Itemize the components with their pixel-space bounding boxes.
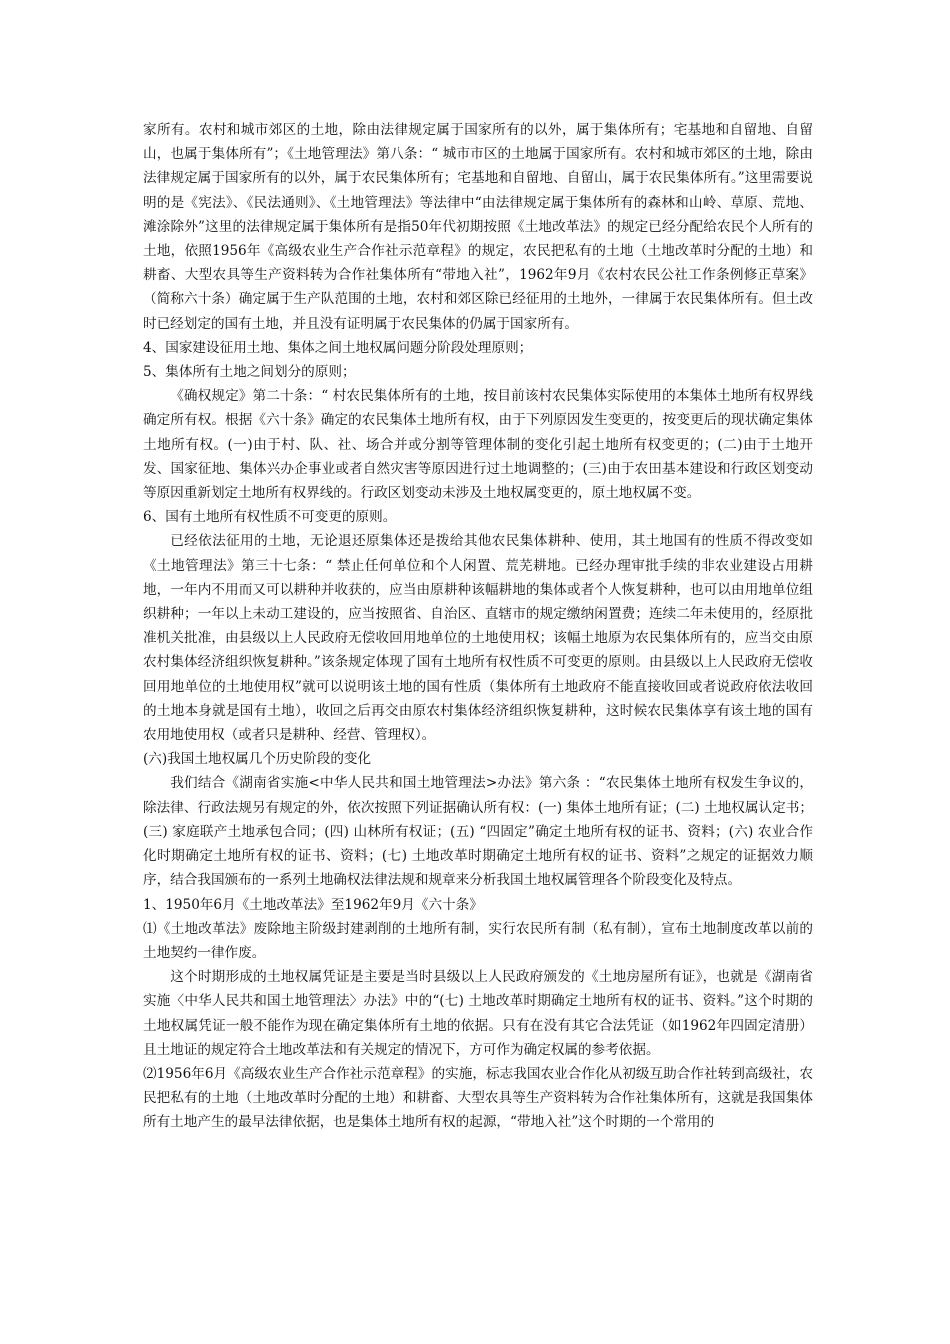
paragraph: 家所有。农村和城市郊区的土地，除由法律规定属于国家所有的以外，属于集体所有；宅基地和自留地、自留山，也属于集体所有”；《土地管理法》第八条：“ 城市市区的土地属于国家所有。农村和城市郊区的土地，除由法律规定属于国家所有的以外，属于农民集体所有；宅基地和自留地、自留山，属于农民集体所有。”这里需要说明的是《宪法》、《民法通则》、《土地管理法》等法律中“由法律规定属于集体所有的森林和山岭、草原、荒地、滩涂除外”这里的法律规定属于集体所有是指50年代初期按照《土地改革法》的规定已经分配给农民个人所有的土地，依照1956年《高级农业生产合作社示范章程》的规定，农民把私有的土地（土地改革时分配的土地）和耕畜、大型农具等生产资料转为合作社集体所有“带地入社”，1962年9月《农村农民公社工作条例修正草案》（简称六十条）确定属于生产队范围的土地，农村和郊区除已经征用的土地外，一律属于农民集体所有。但土改时已经划定的国有土地，并且没有证明属于农民集体的仍属于国家所有。	[143, 122, 813, 332]
paragraph: 这个时期形成的土地权属凭证是主要是当时县级以上人民政府颁发的《土地房屋所有证》，也就是《湖南省实施〈中华人民共和国土地管理法〉办法》中的“(七) 土地改革时期确定土地所有权的证书、资料。”这个时期的土地权属凭证一般不能作为现在确定集体所有土地的依据。只有在没有其它合法凭证（如1962年四固定清册）且土地证的规定符合土地改革法和有关规定的情况下，方可作为确定权属的参考依据。	[143, 969, 813, 1058]
list-item: 6、国有土地所有权性质不可变更的原则。	[143, 509, 397, 526]
paragraph: 已经依法征用的土地，无论退还原集体还是拨给其他农民集体耕种、使用，其土地国有的性质不得改变如《土地管理法》第三十七条：“ 禁止任何单位和个人闲置、荒芜耕地。已经办理审批手续的非农业建设占用耕地，一年内不用而又可以耕种并收获的，应当由原耕种该幅耕地的集体或者个人恢复耕种，也可以由用地单位组织耕种；一年以上未动工建设的，应当按照省、自治区、直辖市的规定缴纳闲置费；连续二年未使用的，经原批准机关批准，由县级以上人民政府无偿收回用地单位的土地使用权；该幅土地原为农民集体所有的，应当交由原农村集体经济组织恢复耕种。”该条规定体现了国有土地所有权性质不可变更的原则。由县级以上人民政府无偿收回用地单位的土地使用权”就可以说明该土地的国有性质（集体所有土地政府不能直接收回或者说政府依法收回的土地本身就是国有土地），收回之后再交由原农村集体经济组织恢复耕种，这时候农民集体享有该土地的国有农用地使用权（或者只是耕种、经营、管理权）。	[143, 533, 813, 744]
paragraph: ⑴《土地改革法》废除地主阶级封建剥削的土地所有制，实行农民所有制（私有制），宣布土地制度改革以前的土地契约一律作废。	[143, 920, 813, 961]
list-item: 4、国家建设征用土地、集体之间土地权属问题分阶段处理原则；	[143, 339, 533, 356]
paragraph: 《确权规定》第二十条：“ 村农民集体所有的土地，按目前该村农民集体实际使用的本集体土地所有权界线确定所有权。根据《六十条》确定的农民集体土地所有权，由于下列原因发生变更的，按变更后的现状确定集体土地所有权。(一)由于村、队、社、场合并或分割等管理体制的变化引起土地所有权变更的；(二)由于土地开发、国家征地、集体兴办企事业或者自然灾害等原因进行过土地调整的；(三)由于农田基本建设和行政区划变动等原因重新划定土地所有权界线的。行政区划变动未涉及土地权属变更的，原土地权属不变。	[143, 388, 813, 502]
list-item: 1、1950年6月《土地改革法》至1962年9月《六十条》	[143, 896, 483, 913]
paragraph: 我们结合《湖南省实施<中华人民共和国土地管理法>办法》第六条 ：“农民集体土地所有权发生争议的，除法律、行政法规另有规定的外，依次按照下列证据确认所有权：(一) 集体土地所有证；(二) 土地权属认定书；(三) 家庭联产土地承包合同；(四) 山林所有权证；(五) “四固定”确定土地所有权的证书、资料；(六) 农业合作化时期确定土地所有权的证书、资料；(七) 土地改革时期确定土地所有权的证书、资料”之规定的证据效力顺序，结合我国颁布的一系列土地确权法律法规和规章来分析我国土地权属管理各个阶段变化及特点。	[143, 775, 813, 889]
section-heading: (六)我国土地权属几个历史阶段的变化	[143, 751, 372, 768]
list-item: 5、集体所有土地之间划分的原则；	[143, 364, 356, 381]
paragraph: ⑵1956年6月《高级农业生产合作社示范章程》的实施，标志我国农业合作化从初级互助合作社转到高级社，农民把私有的土地（土地改革时分配的土地）和耕畜、大型农具等生产资料转为合作社集体所有，这就是我国集体所有土地产生的最早法律依据，也是集体土地所有权的起源，“带地入社”这个时期的一个常用的	[143, 1065, 813, 1131]
document-body	[143, 118, 813, 1135]
